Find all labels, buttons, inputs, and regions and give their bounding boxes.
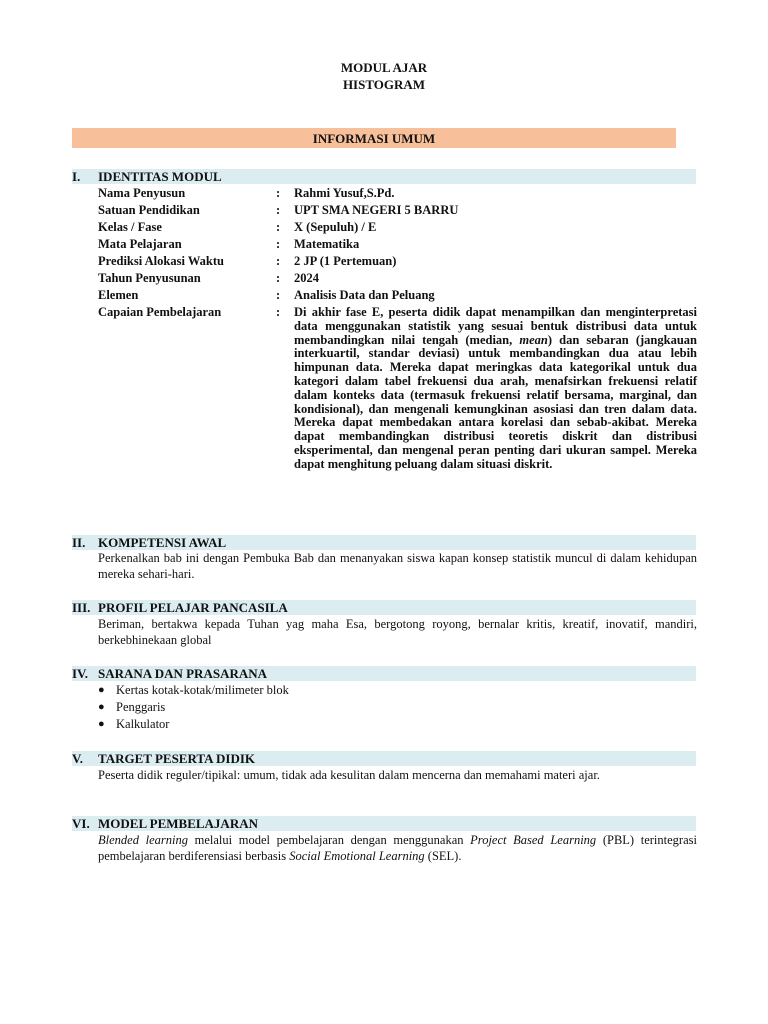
list-item [98,699,598,716]
section-label: MODEL PEMBELAJARAN [98,816,258,831]
capaian-text-part: ) dan sebaran (jangkauan interkuartil, standar deviasi) untuk membandingkan dua atau lebih himpunan data. Mereka dapat meringkas data kategorikal untuk dua kategori dalam tabel frekuensi dua arah, menafsirkan frekuensi relatif dalam konteks data (termasuk frekuensi relatif bersama, marginal, dan kondisional), dan mengenali kemungkinan asosiasi dan tren dalam data. Mereka dapat membedakan antara korelasi dan sebab-akibat. Mereka dapat membandingkan distribusi teoretis diskrit dan distribusi eksperimental, dan mengenal peran penting dari ukuran sampel. Mereka dapat menghitung peluang dalam situasi diskrit. [294,332,697,471]
identity-colon: : [276,271,281,285]
profil-text: Beriman, bertakwa kepada Tuhan yag maha Esa, bergotong royong, bernalar kritis, kreatif, inovatif, mandiri, berkebhinekaan global [98,617,697,647]
identity-colon: : [276,254,281,268]
identity-row [98,236,698,253]
section-number: IV. [72,666,89,681]
identity-key: Nama Penyusun [98,186,186,200]
section-profil-heading [72,600,696,615]
model-text-italic: Social Emotional Learning [289,848,425,863]
identity-key: Kelas / Fase [98,220,162,234]
identity-colon: : [276,305,281,319]
list-item [98,682,598,699]
identity-value: Matematika [294,237,360,251]
model-text-italic: Blended learning [98,833,188,847]
section-number: V. [72,751,83,766]
info-umum-bar: INFORMASI UMUM [72,128,676,148]
identity-value: 2 JP (1 Pertemuan) [294,254,397,268]
section-sarana-heading [72,666,696,681]
identity-value: 2024 [294,271,319,285]
section-target-heading [72,751,696,766]
identity-row [98,219,698,236]
model-text-part: (SEL). [424,848,462,863]
section-model-heading [72,816,696,831]
identity-colon: : [276,203,281,217]
identity-key: Elemen [98,288,139,302]
bullet-icon: ● [98,701,105,713]
identity-colon: : [276,186,281,200]
identity-key: Mata Pelajaran [98,237,182,251]
module-title: MODUL AJAR [340,60,428,75]
model-text-part: melalui model pembelajaran dengan menggunakan [187,833,471,847]
identity-key: Satuan Pendidikan [98,203,200,217]
section-number: VI. [72,816,90,831]
list-item-text: Penggaris [116,700,166,714]
sarana-list [98,682,598,733]
identity-value: Rahmi Yusuf,S.Pd. [294,186,395,200]
identity-row [98,270,698,287]
identity-value: UPT SMA NEGERI 5 BARRU [294,203,459,217]
identity-key: Tahun Penyusunan [98,271,201,285]
identity-key: Capaian Pembelajaran [98,305,222,319]
bullet-icon: ● [98,684,105,696]
capaian-text-italic: mean [519,332,548,347]
section-number: I. [72,169,81,184]
identity-colon: : [276,237,281,251]
section-label: IDENTITAS MODUL [98,169,222,184]
section-number: II. [72,535,86,550]
model-text-part: (PBL) terintegrasi pembelajaran berdiferensiasi berbasis [98,833,697,863]
section-label: KOMPETENSI AWAL [98,535,227,550]
identity-value: X (Sepuluh) / E [294,220,377,234]
list-item [98,716,598,733]
identity-row [98,185,698,202]
section-label: SARANA DAN PRASARANA [98,666,268,681]
model-text-italic: Project Based Learning [470,833,597,847]
identity-row [98,253,698,270]
module-subtitle: HISTOGRAM [342,77,426,92]
list-item-text: Kalkulator [116,717,170,731]
kompetensi-text: Perkenalkan bab ini dengan Pembuka Bab dan menanyakan siswa kapan konsep statistik muncul di dalam kehidupan mereka sehari-hari. [98,551,697,581]
model-text [98,833,697,864]
identity-value: Analisis Data dan Peluang [294,288,435,302]
section-kompetensi-heading [72,535,696,550]
capaian-text-part: Di akhir fase E, peserta didik dapat menampilkan dan menginterpretasi data menggunakan statistik yang sesuai bentuk distribusi data untuk membandingkan nilai tengah (median, [294,305,697,347]
identity-key: Prediksi Alokasi Waktu [98,254,224,268]
bullet-icon: ● [98,718,105,730]
identity-colon: : [276,220,281,234]
identity-row [98,287,698,304]
section-label: TARGET PESERTA DIDIK [98,751,256,766]
section-identitas-heading [72,169,696,184]
section-number: III. [72,600,91,615]
target-text: Peserta didik reguler/tipikal: umum, tidak ada kesulitan dalam mencerna dan memahami materi ajar. [98,768,600,782]
section-label: PROFIL PELAJAR PANCASILA [98,600,288,615]
identity-row [98,202,698,219]
identity-colon: : [276,288,281,302]
capaian-pembelajaran-text [294,306,697,472]
list-item-text: Kertas kotak-kotak/milimeter blok [116,683,289,697]
